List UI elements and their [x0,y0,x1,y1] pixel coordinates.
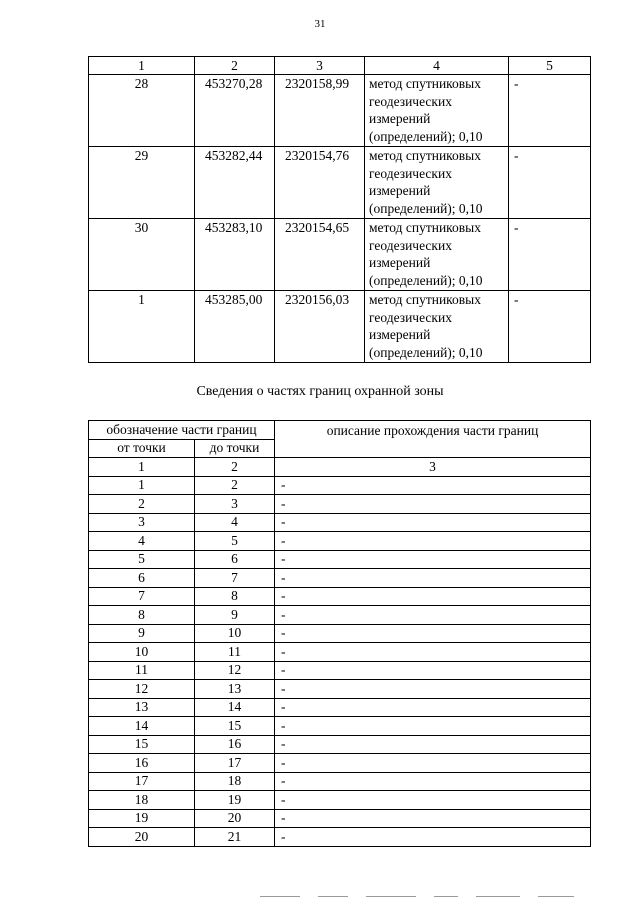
from-point: 11 [89,661,195,680]
column-number: 3 [275,57,365,75]
method-line: геодезических [369,237,452,253]
page-number: 31 [314,18,326,30]
method-line: (определений); 0,10 [369,344,483,360]
table-row [89,643,591,662]
table-row [89,513,591,532]
note: - [509,75,591,147]
from-point: 13 [89,698,195,717]
to-point: 14 [195,698,275,717]
measurement-method [365,75,509,147]
table-row [89,680,591,699]
from-point: 4 [89,532,195,551]
point-number: 30 [89,219,195,291]
table-row [89,219,591,291]
from-point: 2 [89,495,195,514]
method-line: метод спутниковых [369,292,481,308]
coordinate-x: 453282,44 [195,147,275,219]
boundary-description: - [275,791,591,810]
to-point: 4 [195,513,275,532]
method-line: (определений); 0,10 [369,128,483,144]
boundary-description: - [275,550,591,569]
column-number: 4 [365,57,509,75]
table-row [89,624,591,643]
measurement-method [365,291,509,363]
from-point: 8 [89,606,195,625]
method-line: метод спутниковых [369,220,481,236]
from-point: 10 [89,643,195,662]
from-point: 3 [89,513,195,532]
coordinate-x: 453283,10 [195,219,275,291]
to-point: 7 [195,569,275,588]
table-row [89,147,591,219]
table-row [89,495,591,514]
coordinate-x: 453285,00 [195,291,275,363]
boundary-description: - [275,495,591,514]
section-title: Сведения о частях границ охранной зоны [196,384,444,399]
boundary-parts-table [88,420,591,847]
boundary-description: - [275,828,591,847]
table-row [89,791,591,810]
coordinate-y: 2320156,03 [275,291,365,363]
boundary-description: - [275,698,591,717]
boundary-description: - [275,532,591,551]
to-point: 16 [195,735,275,754]
coordinates-table [88,56,591,363]
to-point: 8 [195,587,275,606]
column-number: 3 [275,458,591,477]
column-number: 2 [195,458,275,477]
from-point: 14 [89,717,195,736]
method-line: (определений); 0,10 [369,200,483,216]
from-point: 1 [89,476,195,495]
to-point: 15 [195,717,275,736]
header-from-point: от точки [89,439,195,458]
boundary-description: - [275,754,591,773]
from-point: 19 [89,809,195,828]
header-boundary-part-designation: обозначение части границ [89,421,275,440]
from-point: 16 [89,754,195,773]
column-number: 2 [195,57,275,75]
point-number: 28 [89,75,195,147]
from-point: 7 [89,587,195,606]
note: - [509,291,591,363]
boundary-description: - [275,606,591,625]
footer-scan-marks [260,893,620,899]
method-line: метод спутниковых [369,76,481,92]
boundary-description: - [275,643,591,662]
table-row [89,661,591,680]
column-number: 5 [509,57,591,75]
note: - [509,147,591,219]
from-point: 9 [89,624,195,643]
table-row [89,735,591,754]
boundary-description: - [275,772,591,791]
note: - [509,219,591,291]
parts-column-number-row [89,458,591,477]
boundary-description: - [275,476,591,495]
boundary-description: - [275,661,591,680]
method-line: метод спутниковых [369,148,481,164]
table-row [89,698,591,717]
to-point: 20 [195,809,275,828]
method-line: геодезических [369,309,452,325]
header-boundary-description: описание прохождения части границ [275,421,591,458]
table-row [89,291,591,363]
coords-header-row [89,57,591,75]
to-point: 18 [195,772,275,791]
boundary-description: - [275,717,591,736]
table-row [89,717,591,736]
from-point: 18 [89,791,195,810]
to-point: 12 [195,661,275,680]
boundary-description: - [275,680,591,699]
boundary-description: - [275,513,591,532]
measurement-method [365,147,509,219]
column-number: 1 [89,458,195,477]
to-point: 2 [195,476,275,495]
table-row [89,828,591,847]
to-point: 17 [195,754,275,773]
table-row [89,754,591,773]
to-point: 5 [195,532,275,551]
method-line: измерений [369,327,431,343]
parts-header-row-1 [89,421,591,440]
boundary-description: - [275,624,591,643]
method-line: геодезических [369,165,452,181]
from-point: 17 [89,772,195,791]
to-point: 13 [195,680,275,699]
boundary-description: - [275,809,591,828]
from-point: 15 [89,735,195,754]
coordinate-y: 2320154,65 [275,219,365,291]
to-point: 10 [195,624,275,643]
table-row [89,587,591,606]
coordinate-y: 2320158,99 [275,75,365,147]
from-point: 5 [89,550,195,569]
table-row [89,809,591,828]
coordinate-x: 453270,28 [195,75,275,147]
to-point: 6 [195,550,275,569]
table-row [89,476,591,495]
method-line: измерений [369,183,431,199]
header-to-point: до точки [195,439,275,458]
from-point: 20 [89,828,195,847]
to-point: 9 [195,606,275,625]
method-line: измерений [369,111,431,127]
table-row [89,772,591,791]
from-point: 6 [89,569,195,588]
to-point: 21 [195,828,275,847]
measurement-method [365,219,509,291]
method-line: (определений); 0,10 [369,272,483,288]
boundary-description: - [275,569,591,588]
boundary-description: - [275,587,591,606]
to-point: 3 [195,495,275,514]
point-number: 29 [89,147,195,219]
boundary-description: - [275,735,591,754]
to-point: 11 [195,643,275,662]
method-line: геодезических [369,93,452,109]
coordinate-y: 2320154,76 [275,147,365,219]
from-point: 12 [89,680,195,699]
method-line: измерений [369,255,431,271]
table-row [89,606,591,625]
table-row [89,532,591,551]
table-row [89,75,591,147]
column-number: 1 [89,57,195,75]
point-number: 1 [89,291,195,363]
table-row [89,550,591,569]
to-point: 19 [195,791,275,810]
table-row [89,569,591,588]
